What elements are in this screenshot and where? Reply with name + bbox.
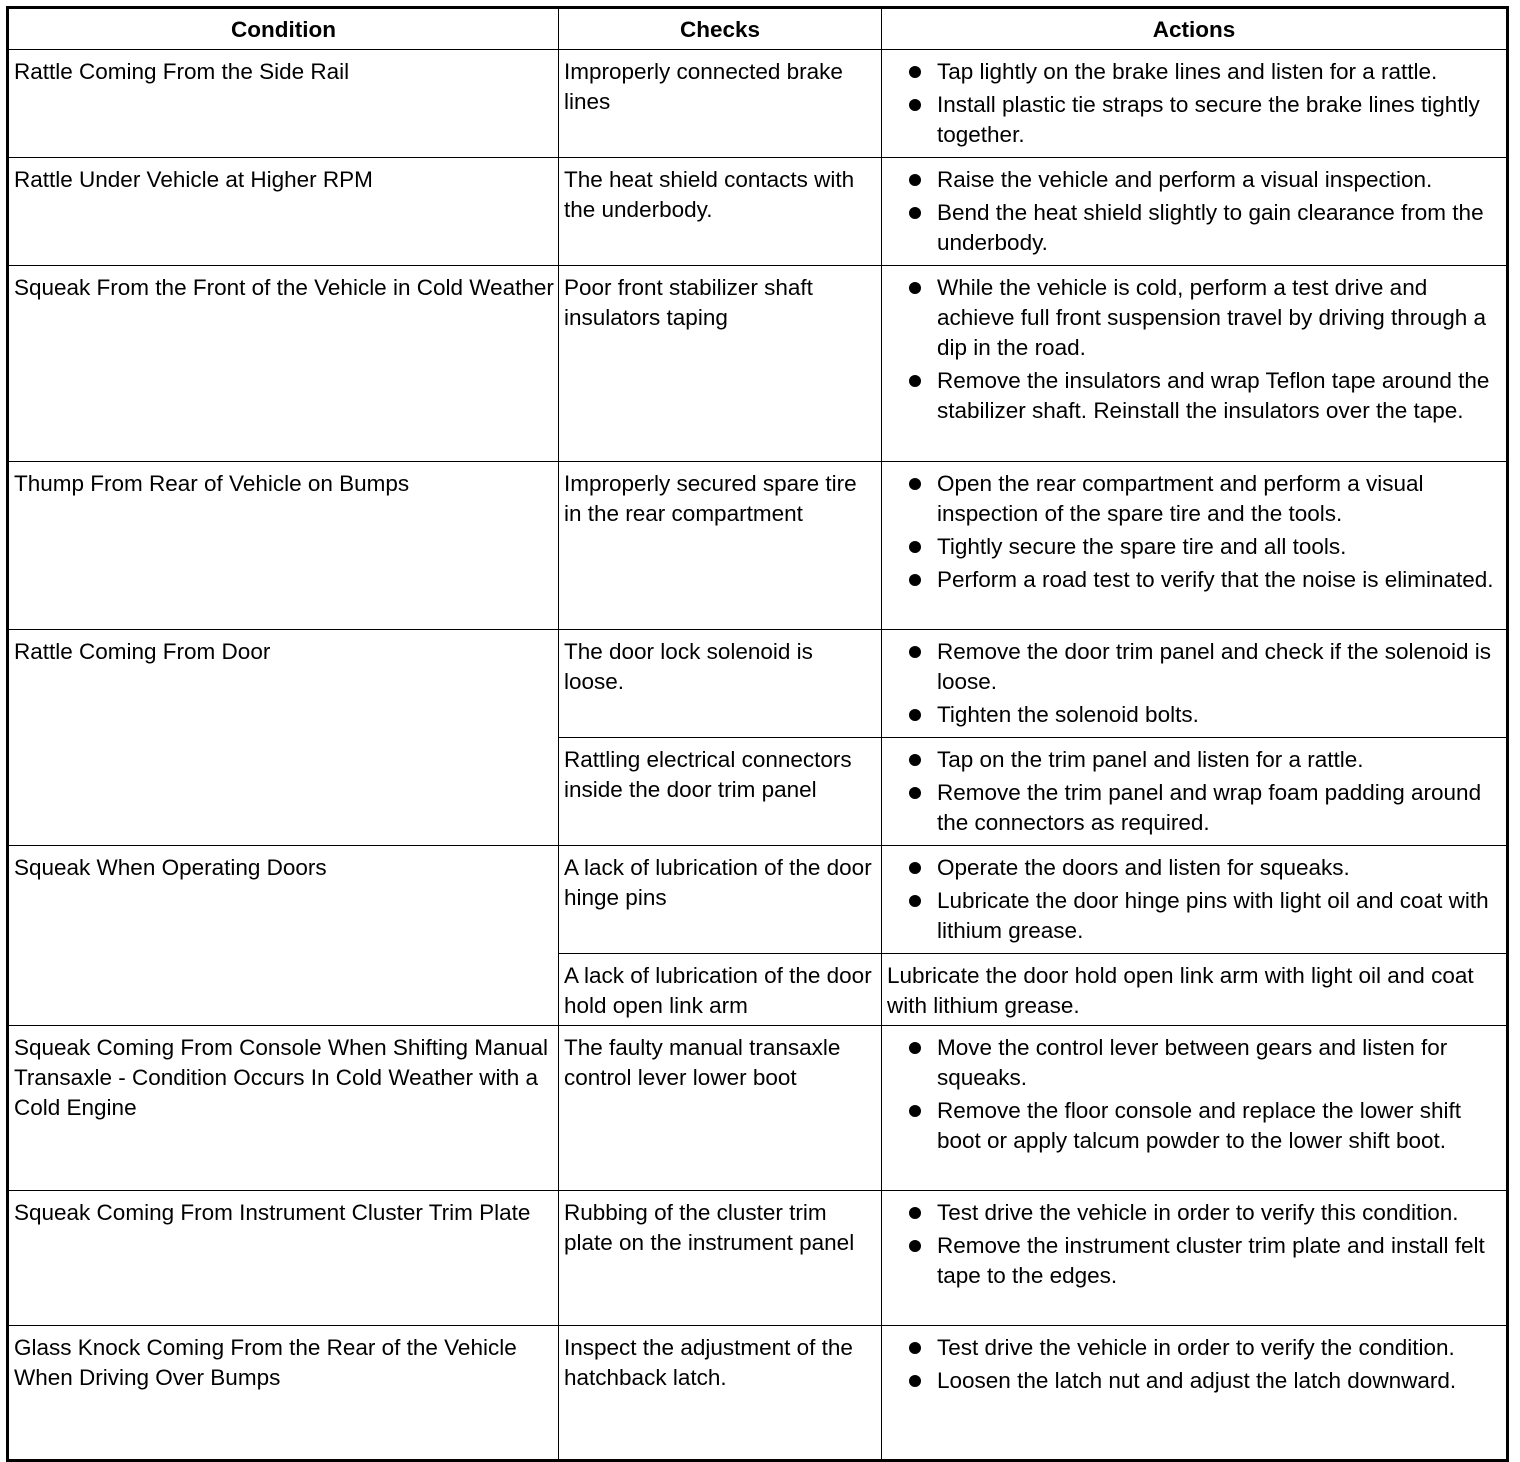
actions-cell bbox=[882, 50, 1508, 158]
table-row bbox=[8, 462, 1508, 630]
action-item: Bend the heat shield slightly to gain clearance from the underbody. bbox=[887, 198, 1502, 258]
action-item: Tap lightly on the brake lines and listen for a rattle. bbox=[887, 57, 1502, 87]
check-cell: Inspect the adjustment of the hatchback latch. bbox=[559, 1326, 882, 1461]
check-cell: Improperly connected brake lines bbox=[559, 50, 882, 158]
header-actions: Actions bbox=[882, 8, 1508, 50]
actions-cell bbox=[882, 462, 1508, 630]
condition-cell: Rattle Under Vehicle at Higher RPM bbox=[8, 158, 559, 266]
condition-cell: Glass Knock Coming From the Rear of the Vehicle When Driving Over Bumps bbox=[8, 1326, 559, 1461]
action-list bbox=[887, 1333, 1502, 1396]
action-item: Test drive the vehicle in order to verify this condition. bbox=[887, 1198, 1502, 1228]
check-cell: Improperly secured spare tire in the rear compartment bbox=[559, 462, 882, 630]
check-cell: Poor front stabilizer shaft insulators taping bbox=[559, 266, 882, 462]
action-item: Remove the instrument cluster trim plate and install felt tape to the edges. bbox=[887, 1231, 1502, 1291]
action-list bbox=[887, 853, 1502, 946]
table-row bbox=[8, 266, 1508, 462]
action-list bbox=[887, 273, 1502, 426]
check-cell: A lack of lubrication of the door hinge pins bbox=[559, 846, 882, 954]
check-cell: The faulty manual transaxle control lever lower boot bbox=[559, 1026, 882, 1191]
actions-cell bbox=[882, 1191, 1508, 1326]
table-row bbox=[8, 630, 1508, 738]
action-item: Test drive the vehicle in order to verify the condition. bbox=[887, 1333, 1502, 1363]
action-item: Remove the door trim panel and check if the solenoid is loose. bbox=[887, 637, 1502, 697]
condition-cell: Rattle Coming From Door bbox=[8, 630, 559, 846]
header-row bbox=[8, 8, 1508, 50]
check-cell: Rubbing of the cluster trim plate on the instrument panel bbox=[559, 1191, 882, 1326]
actions-cell bbox=[882, 1026, 1508, 1191]
action-item: Move the control lever between gears and listen for squeaks. bbox=[887, 1033, 1502, 1093]
action-item: Remove the trim panel and wrap foam padding around the connectors as required. bbox=[887, 778, 1502, 838]
action-list bbox=[887, 1198, 1502, 1291]
condition-cell: Squeak Coming From Console When Shifting Manual Transaxle - Condition Occurs In Cold Weather with a Cold Engine bbox=[8, 1026, 559, 1191]
condition-cell: Thump From Rear of Vehicle on Bumps bbox=[8, 462, 559, 630]
action-list bbox=[887, 637, 1502, 730]
condition-cell: Squeak When Operating Doors bbox=[8, 846, 559, 1026]
action-item: Operate the doors and listen for squeaks. bbox=[887, 853, 1502, 883]
action-list bbox=[887, 57, 1502, 150]
action-item: While the vehicle is cold, perform a test drive and achieve full front suspension travel by driving through a dip in the road. bbox=[887, 273, 1502, 363]
actions-cell bbox=[882, 266, 1508, 462]
action-item: Raise the vehicle and perform a visual inspection. bbox=[887, 165, 1502, 195]
action-list bbox=[887, 165, 1502, 258]
condition-cell: Squeak Coming From Instrument Cluster Trim Plate bbox=[8, 1191, 559, 1326]
action-item: Loosen the latch nut and adjust the latch downward. bbox=[887, 1366, 1502, 1396]
action-item: Perform a road test to verify that the noise is eliminated. bbox=[887, 565, 1502, 595]
document-page bbox=[6, 6, 1506, 1462]
action-list bbox=[887, 1033, 1502, 1156]
action-item: Lubricate the door hinge pins with light oil and coat with lithium grease. bbox=[887, 886, 1502, 946]
action-item: Remove the floor console and replace the lower shift boot or apply talcum powder to the lower shift boot. bbox=[887, 1096, 1502, 1156]
action-item: Open the rear compartment and perform a visual inspection of the spare tire and the tools. bbox=[887, 469, 1502, 529]
action-item: Install plastic tie straps to secure the brake lines tightly together. bbox=[887, 90, 1502, 150]
action-item: Remove the insulators and wrap Teflon tape around the stabilizer shaft. Reinstall the insulators over the tape. bbox=[887, 366, 1502, 426]
action-item: Tightly secure the spare tire and all tools. bbox=[887, 532, 1502, 562]
header-checks: Checks bbox=[559, 8, 882, 50]
check-cell: The door lock solenoid is loose. bbox=[559, 630, 882, 738]
table-row bbox=[8, 158, 1508, 266]
diagnosis-table bbox=[6, 6, 1509, 1462]
action-item: Tighten the solenoid bolts. bbox=[887, 700, 1502, 730]
table-row bbox=[8, 50, 1508, 158]
check-cell: A lack of lubrication of the door hold open link arm bbox=[559, 954, 882, 1026]
actions-cell bbox=[882, 738, 1508, 846]
table-row bbox=[8, 1191, 1508, 1326]
condition-cell: Squeak From the Front of the Vehicle in Cold Weather bbox=[8, 266, 559, 462]
actions-cell bbox=[882, 630, 1508, 738]
condition-cell: Rattle Coming From the Side Rail bbox=[8, 50, 559, 158]
table-row bbox=[8, 846, 1508, 954]
action-list bbox=[887, 745, 1502, 838]
action-list bbox=[887, 469, 1502, 595]
actions-cell bbox=[882, 846, 1508, 954]
check-cell: Rattling electrical connectors inside the door trim panel bbox=[559, 738, 882, 846]
actions-cell: Lubricate the door hold open link arm with light oil and coat with lithium grease. bbox=[882, 954, 1508, 1026]
actions-cell bbox=[882, 158, 1508, 266]
check-cell: The heat shield contacts with the underbody. bbox=[559, 158, 882, 266]
table-row bbox=[8, 1326, 1508, 1461]
header-condition: Condition bbox=[8, 8, 559, 50]
table-row bbox=[8, 1026, 1508, 1191]
actions-cell bbox=[882, 1326, 1508, 1461]
action-item: Tap on the trim panel and listen for a rattle. bbox=[887, 745, 1502, 775]
